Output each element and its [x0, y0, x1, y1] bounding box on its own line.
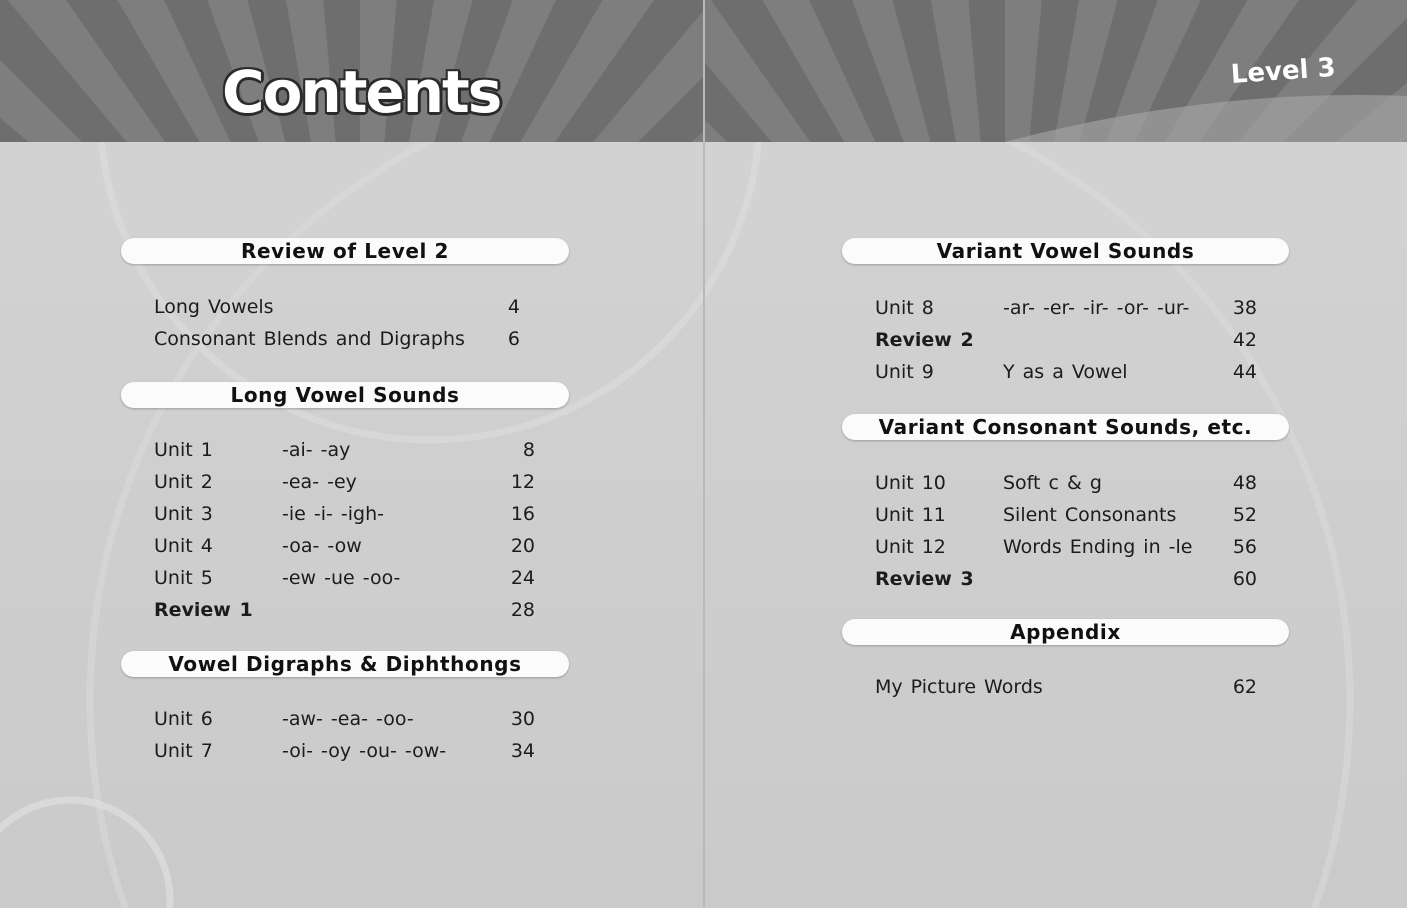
entry-topic: -ea- -ey: [282, 471, 357, 493]
right-page: [705, 0, 1407, 908]
section-heading-review-level-2: Review of Level 2: [121, 238, 569, 264]
entry-page: 20: [510, 535, 535, 557]
entry-topic: Words Ending in -le: [1003, 536, 1193, 558]
entry-label: Unit 6: [154, 708, 213, 730]
entry-page: 16: [510, 503, 535, 525]
entry-label: Unit 10: [875, 472, 946, 494]
entry-page: 34: [510, 740, 535, 762]
entry-page: 60: [1232, 568, 1257, 590]
entry-page: 56: [1232, 536, 1257, 558]
entry-label: Unit 5: [154, 567, 213, 589]
entry-page: 38: [1232, 297, 1257, 319]
entry-page: 62: [1232, 676, 1257, 698]
entry-page: 8: [522, 439, 535, 461]
entry-label: Unit 9: [875, 361, 934, 383]
entry-page: 28: [510, 599, 535, 621]
entry-label: Unit 12: [875, 536, 946, 558]
entry-page: 30: [510, 708, 535, 730]
entry-topic: Soft c & g: [1003, 472, 1102, 494]
entry-page: 44: [1232, 361, 1257, 383]
entry-topic: Y as a Vowel: [1003, 361, 1128, 383]
page-title: Contents: [222, 58, 501, 126]
entry-label-review: Review 1: [154, 599, 253, 621]
entry-page: 6: [507, 328, 520, 350]
entry-page: 52: [1232, 504, 1257, 526]
entry-label: Unit 2: [154, 471, 213, 493]
entry-label-review: Review 3: [875, 568, 974, 590]
left-page: [0, 0, 703, 908]
section-heading-variant-consonant-sounds: Variant Consonant Sounds, etc.: [842, 414, 1289, 440]
entry-page: 48: [1232, 472, 1257, 494]
entry-page: 24: [510, 567, 535, 589]
entry-topic: Silent Consonants: [1003, 504, 1177, 526]
entry-label: Unit 3: [154, 503, 213, 525]
entry-topic: -oa- -ow: [282, 535, 362, 557]
entry-label: Unit 11: [875, 504, 946, 526]
entry-label: Unit 7: [154, 740, 213, 762]
entry-topic: -oi- -oy -ou- -ow-: [282, 740, 447, 762]
entry-label: Consonant Blends and Digraphs: [154, 328, 465, 350]
level-label: Level 3: [1229, 52, 1337, 90]
entry-topic: -ew -ue -oo-: [282, 567, 401, 589]
entry-label-review: Review 2: [875, 329, 974, 351]
entry-label: Unit 1: [154, 439, 213, 461]
entry-topic: -ar- -er- -ir- -or- -ur-: [1003, 297, 1190, 319]
entry-label: Long Vowels: [154, 296, 274, 318]
entry-label: My Picture Words: [875, 676, 1043, 698]
entry-label: Unit 8: [875, 297, 934, 319]
entry-label: Unit 4: [154, 535, 213, 557]
entry-page: 4: [507, 296, 520, 318]
section-heading-vowel-digraphs: Vowel Digraphs & Diphthongs: [121, 651, 569, 677]
entry-page: 42: [1232, 329, 1257, 351]
section-heading-variant-vowel-sounds: Variant Vowel Sounds: [842, 238, 1289, 264]
entry-topic: -ai- -ay: [282, 439, 351, 461]
section-heading-long-vowel-sounds: Long Vowel Sounds: [121, 382, 569, 408]
entry-topic: -aw- -ea- -oo-: [282, 708, 414, 730]
section-heading-appendix: Appendix: [842, 619, 1289, 645]
entry-topic: -ie -i- -igh-: [282, 503, 384, 525]
entry-page: 12: [510, 471, 535, 493]
